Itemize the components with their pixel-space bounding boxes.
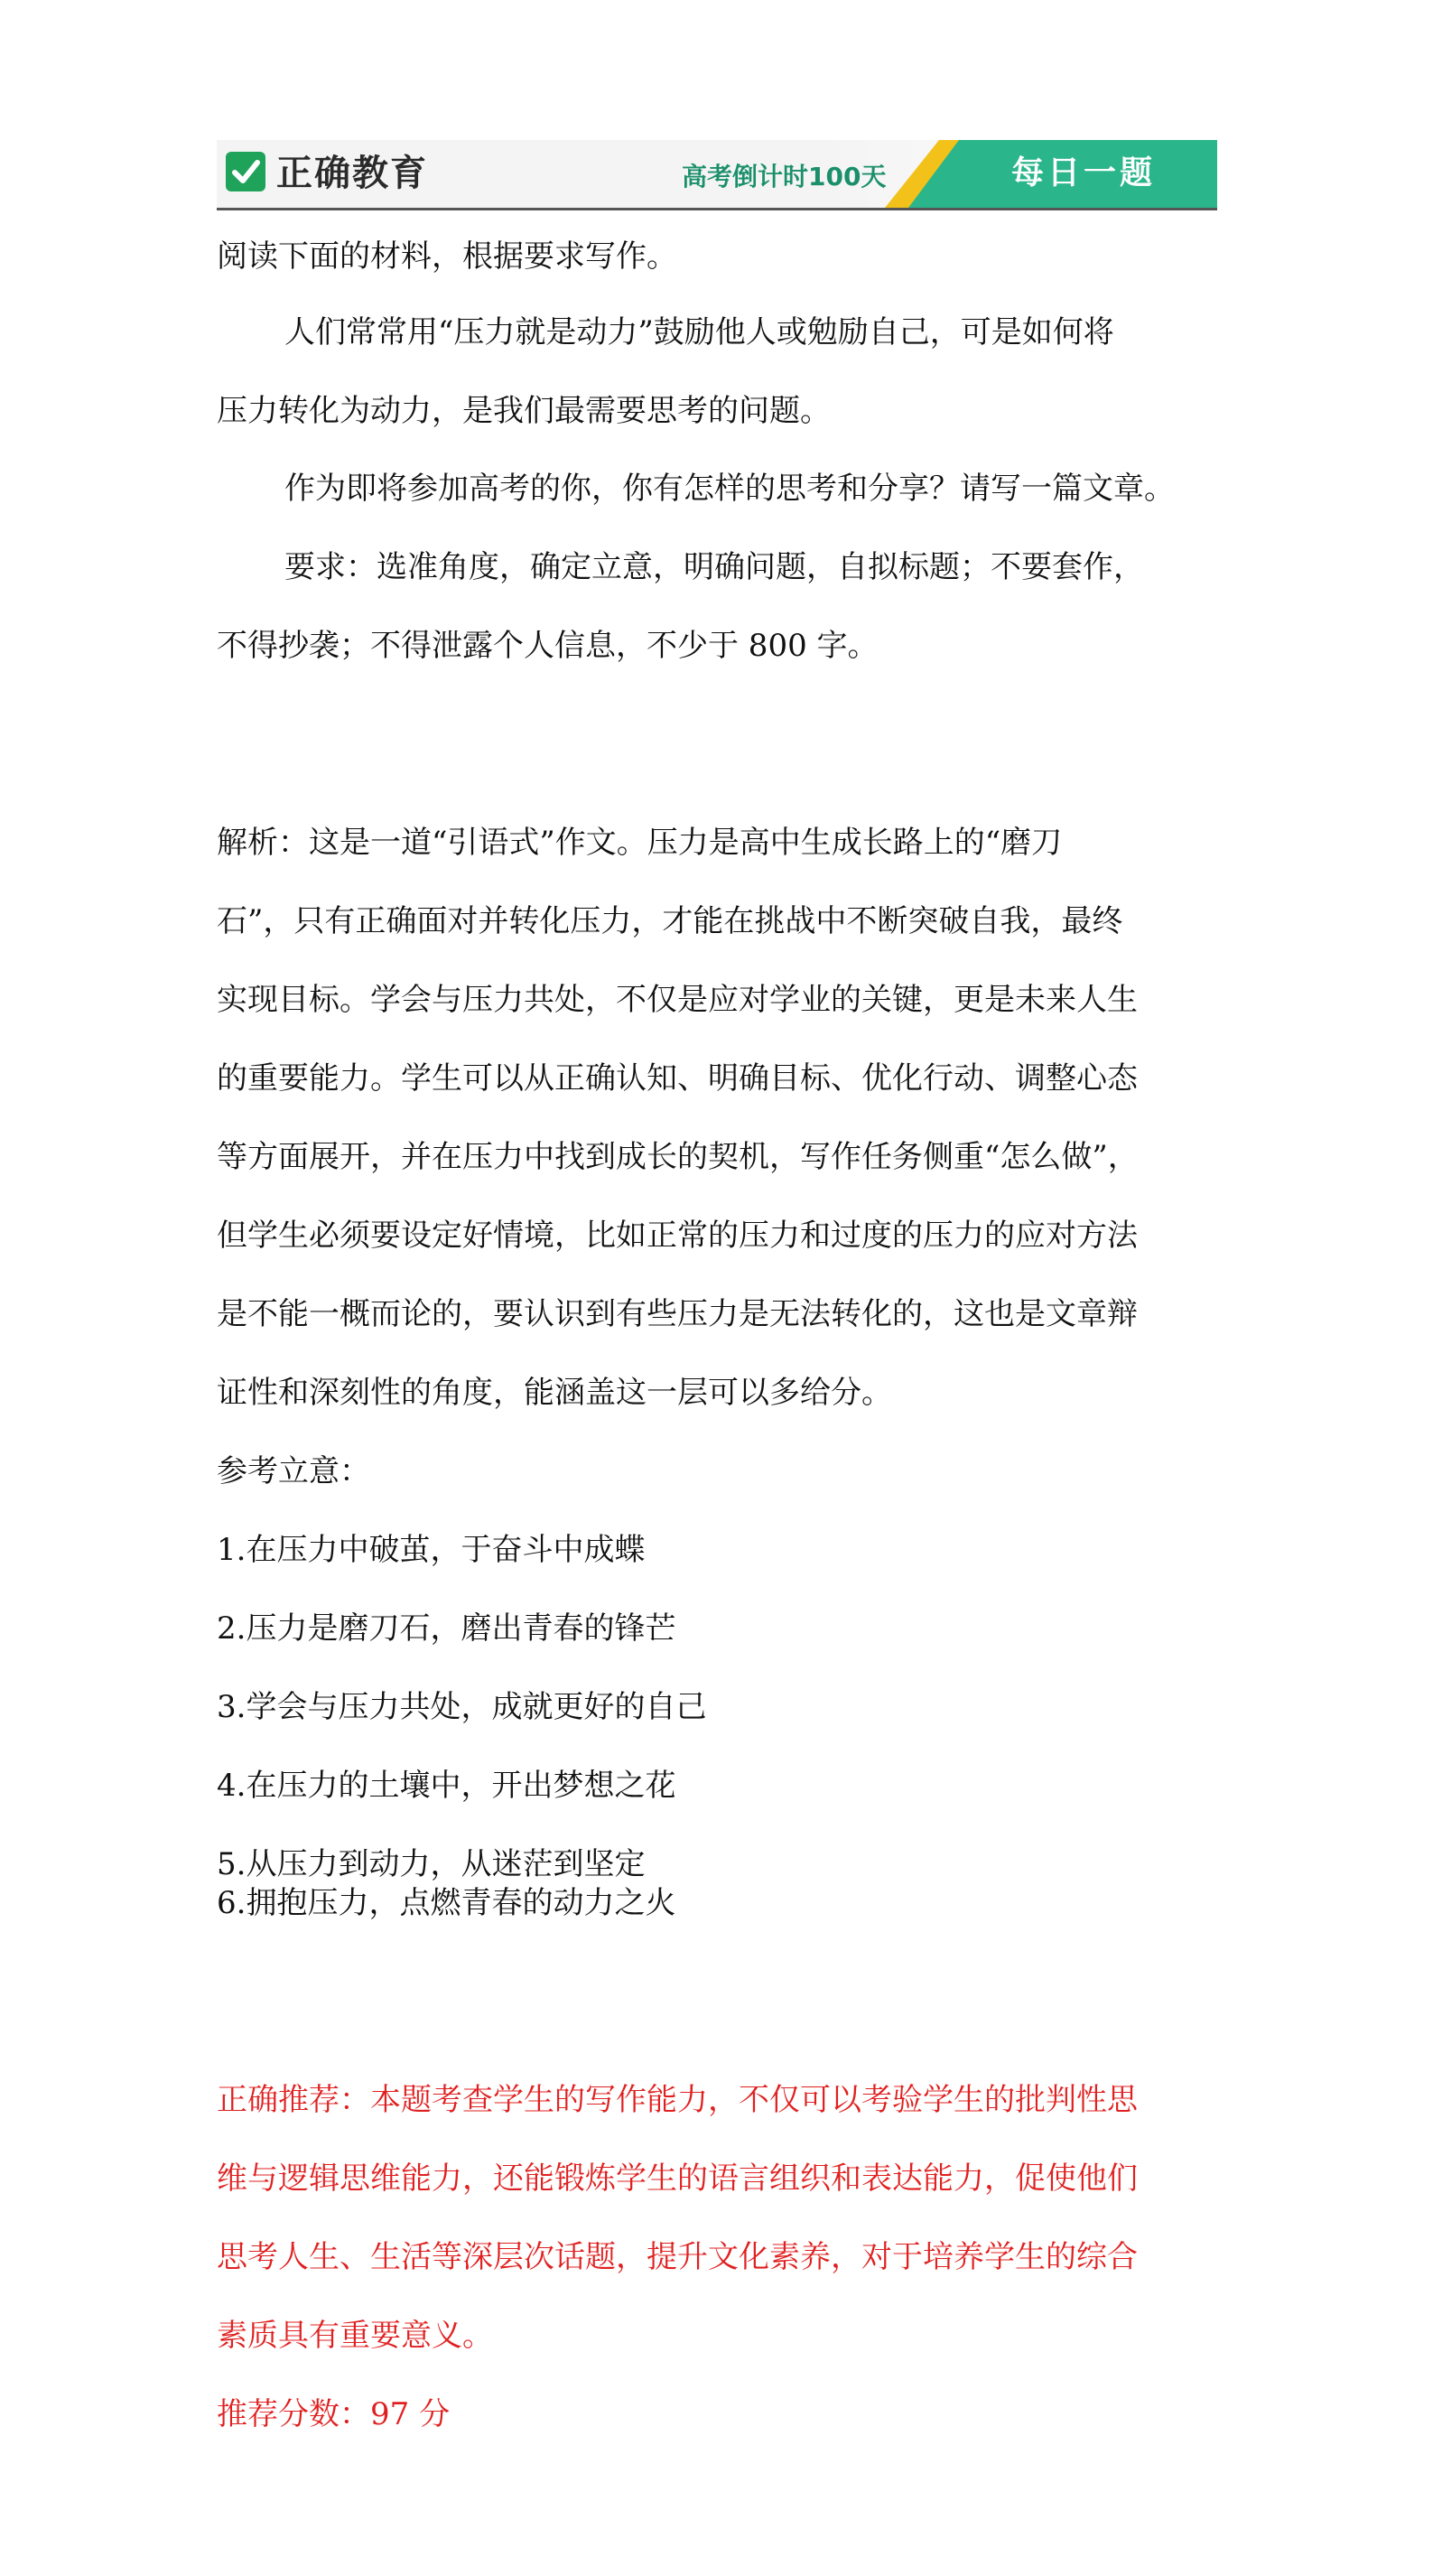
brand-name: 正确教育: [276, 153, 428, 194]
recommendation-score: 推荐分数：97 分: [217, 2396, 451, 2432]
daily-question-label: 每日一题: [1011, 154, 1157, 191]
analysis-line: 是不能一概而论的，要认识到有些压力是无法转化的，这也是文章辩: [217, 1296, 1138, 1332]
reference-item: 3.学会与压力共处，成就更好的自己: [217, 1689, 707, 1725]
reference-item: 2.压力是磨刀石，磨出青春的锋芒: [217, 1610, 676, 1647]
requirements-line-1: 要求：选准角度，确定立意，明确问题，自拟标题；不要套作，: [284, 549, 1144, 585]
analysis-line: 解析：这是一道“引语式”作文。压力是高中生成长路上的“磨刀: [217, 825, 1063, 861]
analysis-line: 但学生必须要设定好情境，比如正常的压力和过度的压力的应对方法: [217, 1218, 1138, 1254]
reference-item: 1.在压力中破茧，于奋斗中成蝶: [217, 1532, 646, 1568]
analysis-line: 的重要能力。学生可以从正确认知、明确目标、优化行动、调整心态: [217, 1060, 1138, 1097]
recommendation-line: 素质具有重要意义。: [217, 2318, 493, 2354]
analysis-line: 实现目标。学会与压力共处，不仅是应对学业的关键，更是未来人生: [217, 982, 1138, 1018]
header-divider: [217, 208, 1217, 210]
reference-item: 5.从压力到动力，从迷茫到坚定: [217, 1846, 646, 1882]
reference-item: 6.拥抱压力，点燃青春的动力之火: [217, 1885, 676, 1921]
material-line-2: 压力转化为动力，是我们最需要思考的问题。: [217, 393, 831, 429]
reference-heading: 参考立意：: [217, 1453, 370, 1489]
analysis-line: 证性和深刻性的角度，能涵盖这一层可以多给分。: [217, 1375, 892, 1411]
prompt-task: 作为即将参加高考的你，你有怎样的思考和分享？请写一篇文章。: [284, 471, 1175, 507]
recommendation-line: 思考人生、生活等深层次话题，提升文化素养，对于培养学生的综合: [217, 2239, 1138, 2275]
material-line-1: 人们常常用“压力就是动力”鼓励他人或勉励自己，可是如何将: [284, 314, 1114, 350]
reference-item: 4.在压力的土壤中，开出梦想之花: [217, 1768, 676, 1804]
prompt-intro: 阅读下面的材料，根据要求写作。: [217, 238, 677, 275]
countdown-text: 高考倒计时100天: [682, 162, 887, 191]
recommendation-line: 正确推荐：本题考查学生的写作能力，不仅可以考验学生的批判性思: [217, 2082, 1138, 2118]
recommendation-line: 维与逻辑思维能力，还能锻炼学生的语言组织和表达能力，促使他们: [217, 2161, 1138, 2197]
analysis-line: 等方面展开，并在压力中找到成长的契机，写作任务侧重“怎么做”，: [217, 1139, 1139, 1175]
requirements-line-2: 不得抄袭；不得泄露个人信息，不少于 800 字。: [217, 628, 879, 664]
header-banner: [217, 140, 1217, 208]
check-mark-icon: [226, 152, 265, 191]
analysis-line: 石”，只有正确面对并转化压力，才能在挑战中不断突破自我，最终: [217, 903, 1123, 939]
